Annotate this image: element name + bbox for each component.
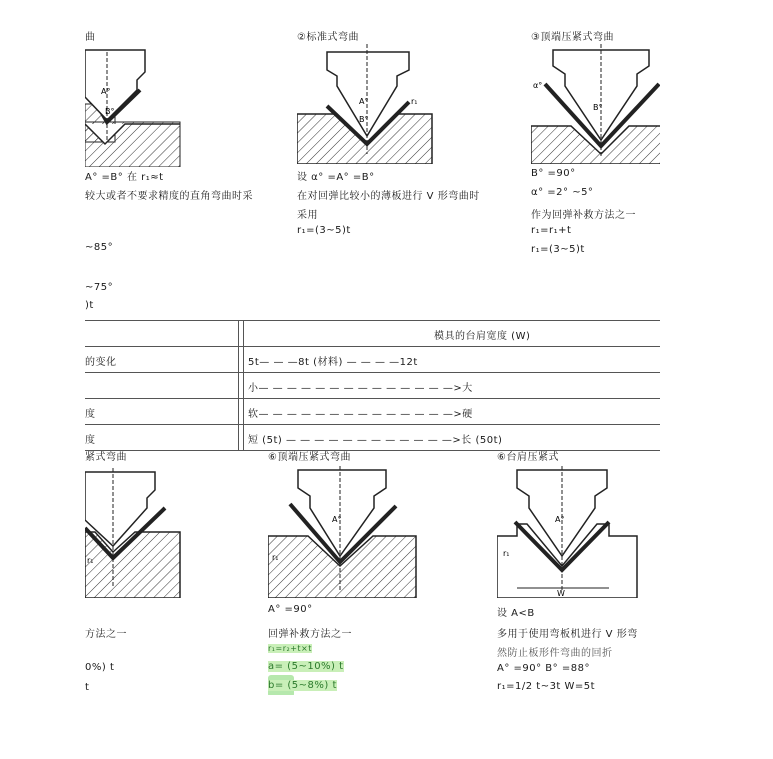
table-row (85, 347, 660, 373)
table-header-row (85, 321, 660, 347)
fig2-die-diagram (297, 44, 447, 164)
fig4-label-r: r₁ (87, 556, 94, 565)
fig5-label-a: A° (332, 515, 342, 524)
fig5-line-1: A° =90° (268, 604, 313, 615)
fig5-line-3: r₁=r₂+t×t (268, 644, 312, 653)
fig4-die-diagram (85, 468, 195, 598)
fig6-line-2: 多用于使用弯板机进行 V 形弯 (497, 629, 638, 640)
table-row-label: 的变化 (85, 357, 117, 368)
fig6-line-5: r₁=1/2 t~3t W=5t (497, 681, 596, 692)
fig3-line-5: r₁=(3~5)t (531, 244, 585, 255)
table-row-value: 软— — — — — — — — — — — — — —>硬 (248, 409, 473, 420)
fig4-line-2: 方法之一 (85, 629, 127, 640)
fig1-heading: 曲 (85, 32, 96, 43)
fig4-line-5: t (85, 682, 90, 693)
fig2-label-r: r₁ (411, 97, 418, 106)
fig1-label-a: A° (101, 87, 111, 96)
fig6-die-diagram (497, 466, 647, 598)
fig5-line-2: 回弹补救方法之一 (268, 629, 352, 640)
table-row-value: 小— — — — — — — — — — — — — —>大 (248, 383, 473, 394)
table-row-label: 度 (85, 409, 96, 420)
shoulder-width-table (85, 320, 660, 451)
table-row (85, 425, 660, 451)
table-header: 模具的台肩宽度 (W) (434, 331, 531, 342)
fig1-line-2: 较大或者不要求精度的直角弯曲时采 (85, 191, 253, 202)
document-sheet (85, 20, 660, 695)
fig2-line-2: 在对回弹比较小的薄板进行 V 形弯曲时 (297, 191, 480, 202)
fig5-label-r: r₁ (272, 553, 279, 562)
fig6-line-3: 然防止板形件弯曲的回折 (497, 648, 613, 659)
table-row (85, 399, 660, 425)
fig1-label-b: B° (105, 107, 115, 116)
fig5-heading: ⑥顶端压紧式弯曲 (268, 452, 351, 463)
fig3-line-1: B° =90° (531, 168, 576, 179)
fig6-label-r: r₁ (503, 549, 510, 558)
fig1-line-6: ~75° (85, 282, 114, 293)
fig3-line-3: 作为回弹补救方法之一 (531, 210, 636, 221)
fig2-heading: ②标准式弯曲 (297, 32, 359, 43)
fig1-line-1: A° =B° 在 r₁≈t (85, 172, 164, 183)
fig5-line-4: a= (5~10%) t (268, 661, 344, 672)
fig4-line-4: 0%) t (85, 662, 115, 673)
fig2-line-3: 采用 (297, 210, 318, 221)
fig2-line-4: r₁=(3~5)t (297, 225, 351, 236)
table-row-label: 度 (85, 435, 96, 446)
fig2-label-a: A° (359, 97, 369, 106)
fig3-line-4: r₁=r₁+t (531, 225, 572, 236)
table-row-value: 5t— — —8t (材料) — — — —12t (248, 357, 418, 368)
fig6-line-1: 设 A<B (497, 608, 535, 619)
fig5-die-diagram (268, 466, 418, 598)
fig3-heading: ③顶端压紧式弯曲 (531, 32, 614, 43)
table-row (85, 373, 660, 399)
fig3-label-b: B° (593, 103, 603, 112)
fig3-die-diagram (531, 44, 660, 164)
table-row-value: 短 (5t) — — — — — — — — — — — —>长 (50t) (248, 435, 503, 446)
fig3-line-2: α° =2° ~5° (531, 187, 594, 198)
fig2-label-b: B° (359, 115, 369, 124)
fig1-die-diagram (85, 42, 235, 167)
fig1-line-4: ~85° (85, 242, 114, 253)
fig3-label-alpha: α° (533, 81, 543, 90)
fig6-heading: ⑥台肩压紧式 (497, 452, 559, 463)
fig1-line-7: )t (85, 300, 94, 311)
fig4-heading: 紧式弯曲 (85, 452, 127, 463)
fig2-line-1: 设 α° =A° =B° (297, 172, 375, 183)
fig6-line-4: A° =90° B° =88° (497, 663, 590, 674)
fig5-line-5: b= (5~8%) t (268, 680, 337, 691)
fig6-label-w: W (557, 589, 565, 598)
fig6-label-a: A° (555, 515, 565, 524)
